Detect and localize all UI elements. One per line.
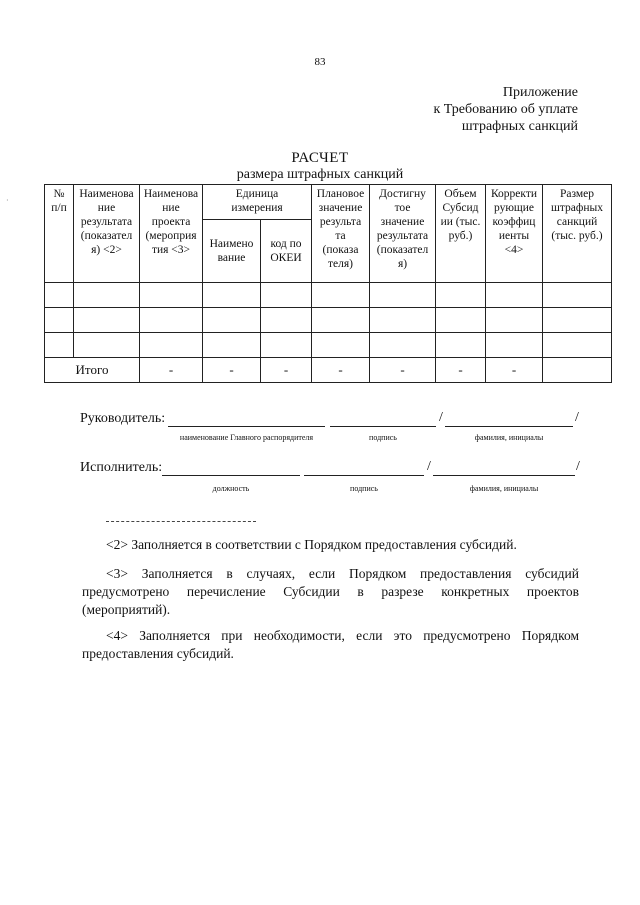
total-cell: - xyxy=(140,358,203,383)
slash-separator: / xyxy=(575,410,579,425)
slash-separator: / xyxy=(439,410,443,425)
table-row xyxy=(45,333,612,358)
document-subtitle: размера штрафных санкций xyxy=(236,167,404,182)
header-unit-group: Единица измерения xyxy=(203,185,312,220)
caption-signature: подпись xyxy=(369,433,397,442)
total-cell: - xyxy=(486,358,543,383)
footnote-4: <4> Заполняется при необходимости, если это предусмотрено Порядком предоставления субсидий. xyxy=(82,628,579,661)
executor-signature-line xyxy=(304,475,424,476)
caption-fullname: фамилия, инициалы xyxy=(474,433,544,442)
header-result-name: Наименова ние результата (показател я) <2> xyxy=(74,185,140,283)
caption-fullname: фамилия, инициалы xyxy=(469,484,539,493)
executor-label: Исполнитель: xyxy=(80,460,163,475)
head-label: Руководитель: xyxy=(80,411,166,426)
header-unit-name: Наимено вание xyxy=(203,220,261,283)
total-row xyxy=(45,358,612,383)
header-coefficients: Корректи рующие коэффиц иенты <4> xyxy=(486,185,543,283)
header-subsidy-volume: Объем Субсид ии (тыс. руб.) xyxy=(436,185,486,283)
appendix-line-1: Приложение xyxy=(502,85,578,100)
total-cell: - xyxy=(436,358,486,383)
header-num: № п/п xyxy=(45,185,74,283)
head-signature-line xyxy=(330,426,436,427)
caption-org-name: наименование Главного распорядителя xyxy=(179,433,314,442)
table-row xyxy=(45,308,612,333)
footnote-2: <2> Заполняется в соответствии с Порядком предоставления субсидий. xyxy=(106,537,517,552)
appendix-line-3: штрафных санкций xyxy=(461,119,578,134)
head-name-line xyxy=(168,426,325,427)
header-planned-value: Плановое значение результа та (показа теля) xyxy=(312,185,370,283)
footnote-3: <3> Заполняется в случаях, если Порядком предоставления субсидий предусмотрено перечисление Субсидии в разрезе конкретных проектов (мероприятий). xyxy=(82,566,579,617)
total-cell: - xyxy=(370,358,436,383)
penalty-calculation-table xyxy=(44,184,612,383)
appendix-line-2: к Требованию об уплате xyxy=(433,102,578,117)
header-penalty-size: Размер штрафных санкций (тыс. руб.) xyxy=(543,185,612,283)
total-cell: - xyxy=(312,358,370,383)
table-row xyxy=(45,283,612,308)
caption-signature: подпись xyxy=(350,484,378,493)
executor-position-line xyxy=(162,475,300,476)
document-title: РАСЧЕТ xyxy=(291,150,349,166)
page-number: 83 xyxy=(314,56,326,68)
header-unit-code: код по ОКЕИ xyxy=(261,220,312,283)
total-label: Итого xyxy=(45,358,140,383)
caption-position: должность xyxy=(212,484,250,493)
footnote-separator xyxy=(106,521,256,522)
slash-separator: / xyxy=(576,459,580,474)
head-fullname-line xyxy=(445,426,573,427)
header-achieved-value: Достигну тое значение результата (показател я) xyxy=(370,185,436,283)
total-cell: - xyxy=(203,358,261,383)
total-cell: - xyxy=(261,358,312,383)
header-project-name: Наименова ние проекта (мероприя тия <3> xyxy=(140,185,203,283)
margin-mark: · xyxy=(6,196,9,205)
executor-fullname-line xyxy=(433,475,575,476)
slash-separator: / xyxy=(427,459,431,474)
